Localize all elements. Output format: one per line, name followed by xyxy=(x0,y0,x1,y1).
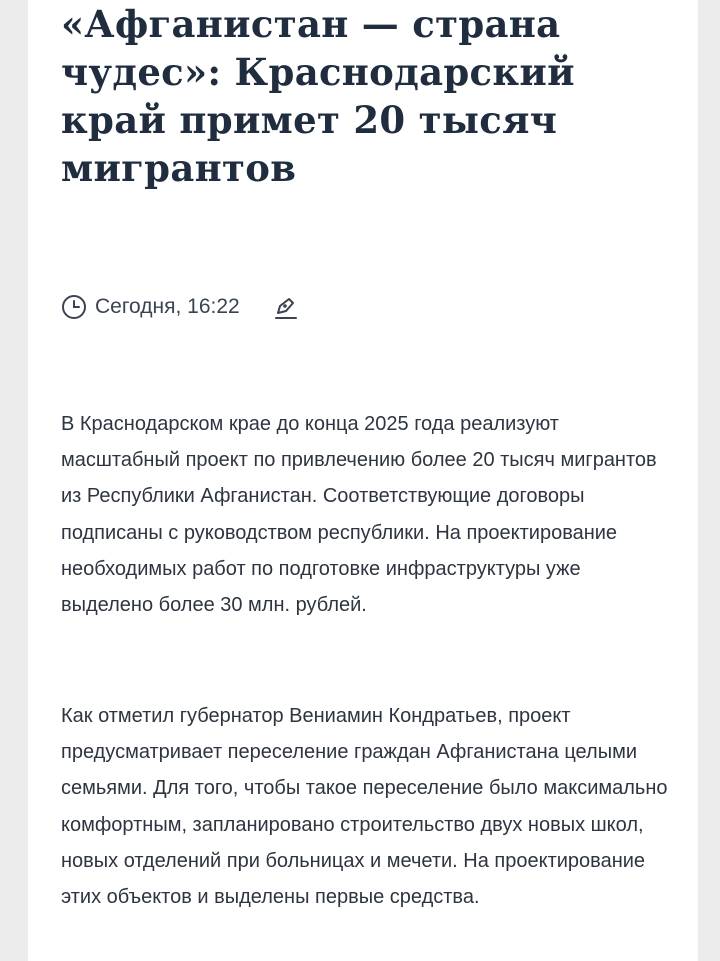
article-title: «Афганистан — страна чудес»: Краснодарский край примет 20 тысяч мигрантов xyxy=(61,2,575,190)
publish-time: Сегодня, 16:22 xyxy=(95,295,240,318)
article-meta xyxy=(61,292,300,322)
clock-icon xyxy=(61,294,87,320)
article-paragraph: В Краснодарском крае до конца 2025 года реализуют масштабный проект по привлечению более 20 тысяч мигрантов из Республики Афганистан. Соответствующие договоры подписаны с руководством республики. На проектирование необходимых работ по подготовке инфраструктуры уже выделено более 30 млн. рублей. xyxy=(61,413,657,617)
edit-icon[interactable] xyxy=(270,292,300,322)
article-paragraph: Как отметил губернатор Вениамин Кондратьев, проект предусматривает переселение граждан Афганистана целыми семьями. Для того, чтобы такое переселение было максимально комфортным, запланировано строительство двух новых школ, новых отделений при больницах и мечети. На проектирование этих объектов и выделены первые средства. xyxy=(61,705,668,909)
